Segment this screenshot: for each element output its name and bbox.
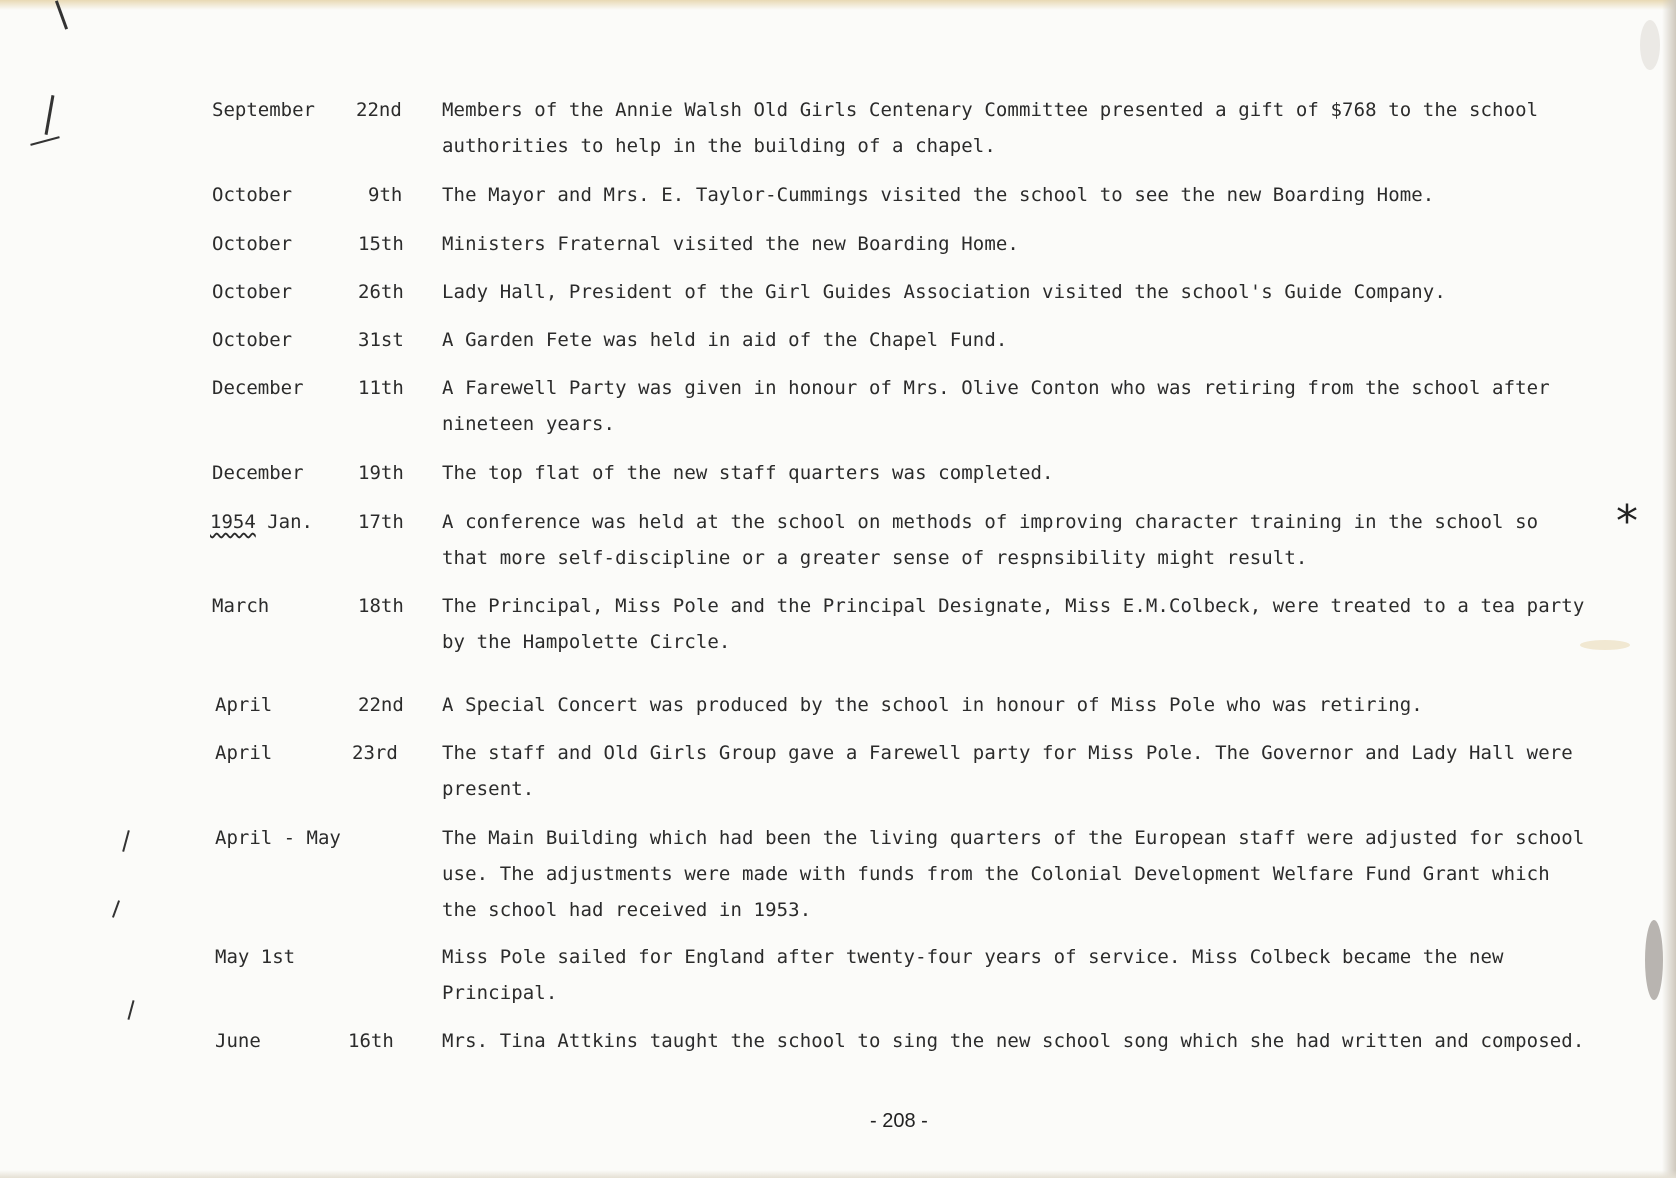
page-number: - 208 - — [870, 1110, 928, 1132]
entry-text: Miss Pole sailed for England after twenty-four years of service. Miss Colbeck became the new Principal. — [442, 946, 1504, 1004]
entry-month: December — [212, 377, 304, 399]
entry-month: May 1st — [215, 946, 296, 968]
entry-day: 17th — [358, 511, 404, 533]
entry-day: 9th — [368, 184, 403, 206]
entry-text: Members of the Annie Walsh Old Girls Centenary Committee presented a gift of $768 to the school authorities to help in the building of a chapel. — [442, 99, 1539, 157]
entry-day: 31st — [358, 329, 404, 351]
entry-text: The staff and Old Girls Group gave a Farewell party for Miss Pole. The Governor and Lady Hall were present. — [442, 742, 1573, 800]
entry-month: December — [212, 462, 304, 484]
entry-text: Ministers Fraternal visited the new Boarding Home. — [442, 233, 1019, 255]
entry-month: April — [215, 742, 273, 764]
scan-smudge — [1645, 920, 1663, 1000]
page-edge-bottom — [0, 1170, 1676, 1178]
entry-month: March — [212, 595, 270, 617]
scan-mark — [122, 830, 130, 852]
entry-text: The Principal, Miss Pole and the Principal Designate, Miss E.M.Colbeck, were treated to a tea party by the Hampolette Circle. — [442, 595, 1585, 653]
entry-month-label: Jan. — [267, 511, 313, 533]
entry-day: 22nd — [356, 99, 402, 121]
entry-day: 19th — [358, 462, 404, 484]
entry-day: 15th — [358, 233, 404, 255]
page-edge-right — [1662, 0, 1676, 1178]
entry-day: 22nd — [358, 694, 404, 716]
entry-month: October — [212, 329, 293, 351]
entry-day: 26th — [358, 281, 404, 303]
entry-day: 11th — [358, 377, 404, 399]
entry-month: October — [212, 233, 293, 255]
entry-text: The top flat of the new staff quarters was completed. — [442, 462, 1054, 484]
entry-month: April — [215, 694, 273, 716]
scan-smudge — [1640, 20, 1660, 70]
entry-text: A Garden Fete was held in aid of the Chapel Fund. — [442, 329, 1008, 351]
entry-text: Lady Hall, President of the Girl Guides Association visited the school's Guide Company. — [442, 281, 1446, 303]
entry-month: September — [212, 99, 315, 121]
scan-mark — [30, 136, 59, 146]
entry-month: April - May — [215, 827, 341, 849]
scan-mark — [45, 95, 55, 135]
page-edge-top — [0, 0, 1676, 10]
entry-day: 16th — [348, 1030, 394, 1052]
entry-year: 1954 — [210, 511, 256, 533]
entry-text: A Farewell Party was given in honour of Mrs. Olive Conton who was retiring from the school after nineteen years. — [442, 377, 1550, 435]
entry-month — [210, 504, 313, 540]
entry-text: Mrs. Tina Attkins taught the school to sing the new school song which she had written and composed. — [442, 1030, 1585, 1052]
entry-text: The Main Building which had been the living quarters of the European staff were adjusted for school use. The adjustments were made with funds from the Colonial Development Welfare Fund Grant which the school had received in 1953. — [442, 827, 1585, 921]
entry-text: A conference was held at the school on methods of improving character training in the school so that more self-discipline or a greater sense of respnsibility might result. — [442, 511, 1539, 569]
entry-day: 18th — [358, 595, 404, 617]
entry-month: October — [212, 281, 293, 303]
entry-month: October — [212, 184, 293, 206]
entry-month: June — [215, 1030, 261, 1052]
entry-day: 23rd — [352, 742, 398, 764]
scan-mark — [127, 1000, 134, 1020]
margin-asterisk-mark: * — [1616, 496, 1638, 547]
scan-mark — [112, 900, 120, 918]
entry-text: The Mayor and Mrs. E. Taylor-Cummings visited the school to see the new Boarding Home. — [442, 184, 1435, 206]
entry-text: A Special Concert was produced by the school in honour of Miss Pole who was retiring. — [442, 694, 1423, 716]
